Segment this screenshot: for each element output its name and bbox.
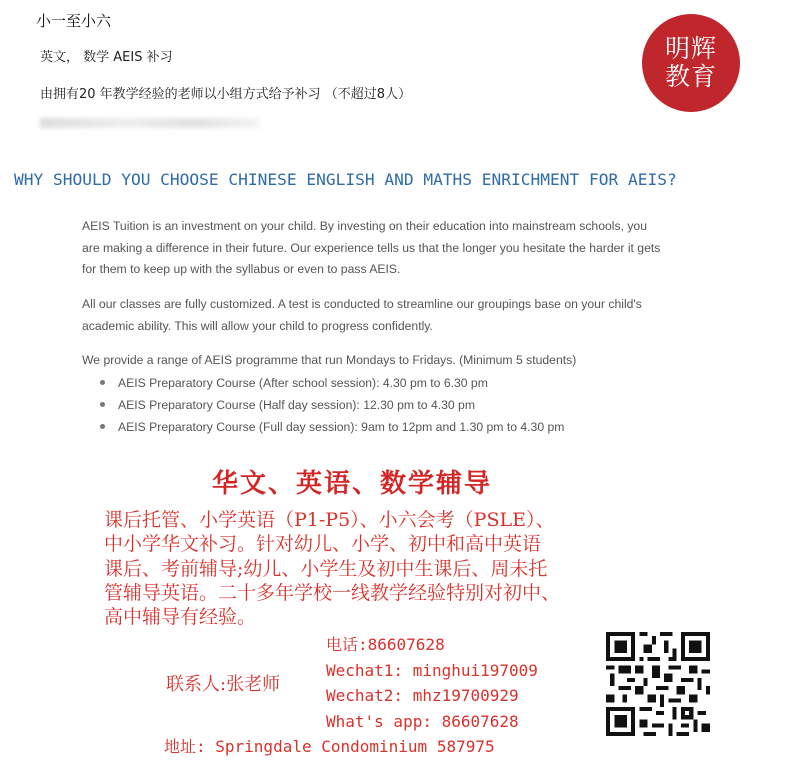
list-item (100, 394, 564, 416)
chinese-title: 华文、英语、数学辅导 (212, 469, 493, 499)
blurred-text-line (40, 118, 260, 128)
list-item-text: AEIS Preparatory Course (Full day session): 9am to 12pm and 1.30 pm to 4.30 pm (118, 420, 565, 434)
bullet-icon (100, 402, 105, 407)
logo-text-line2: 教育 (664, 62, 717, 91)
brand-logo (642, 14, 740, 112)
contact-wechat2: Wechat2: mhz19700929 (326, 686, 519, 705)
chinese-line: 课后、考前辅导;幼儿、小学生及初中生课后、周未托 (104, 557, 548, 580)
header-subjects: 英文， 数学 AEIS 补习 (40, 50, 173, 65)
contact-whatsapp: What's app: 86607628 (326, 711, 519, 731)
logo-text-line1: 明辉 (664, 34, 717, 63)
list-item (100, 372, 564, 394)
header-title: 小一至小六 (36, 12, 112, 30)
contact-details (326, 632, 538, 734)
english-paragraph-3: We provide a range of AEIS programme that run Mondays to Fridays. (Minimum 5 students) (82, 353, 577, 367)
course-list (100, 372, 564, 438)
chinese-line: 高中辅导有经验。 (104, 606, 257, 629)
chinese-line: 中小学华文补习。针对幼儿、小学、初中和高中英语 (104, 533, 542, 556)
list-item-text: AEIS Preparatory Course (Half day session): 12.30 pm to 4.30 pm (118, 398, 475, 412)
contact-wechat1: Wechat1: minghui197009 (326, 660, 538, 680)
bullet-icon (100, 380, 105, 385)
contact-address: 地址: Springdale Condominium 587975 (164, 737, 495, 756)
list-item (100, 416, 564, 438)
header-description: 由拥有20 年教学经验的老师以小组方式给予补习 （不超过8人） (40, 87, 412, 102)
bullet-icon (100, 424, 105, 429)
chinese-body (104, 508, 634, 629)
qr-code-icon (606, 632, 710, 736)
contact-phone: 电话:86607628 (326, 635, 445, 654)
english-paragraph-2: All our classes are fully customized. A test is conducted to streamline our groupings base on your child's academic ability. This will allow your child to progress confidently. (82, 297, 642, 333)
page-headline: WHY SHOULD YOU CHOOSE CHINESE ENGLISH AND MATHS ENRICHMENT FOR AEIS? (14, 170, 677, 189)
contact-person: 联系人:张老师 (166, 674, 281, 695)
chinese-line: 管辅导英语。二十多年学校一线教学经验特别对初中、 (104, 581, 561, 604)
list-item-text: AEIS Preparatory Course (After school session): 4.30 pm to 6.30 pm (118, 376, 488, 390)
english-paragraph-1: AEIS Tuition is an investment on your child. By investing on their education into mainstream schools, you are making a difference in their future. Our experience tells us that the longer you hesitate the harder it gets for them to keep up with the syllabus or even to pass AEIS. (82, 219, 661, 276)
chinese-line: 课后托管、小学英语（P1-P5）、小六会考（PSLE）、 (104, 509, 555, 531)
